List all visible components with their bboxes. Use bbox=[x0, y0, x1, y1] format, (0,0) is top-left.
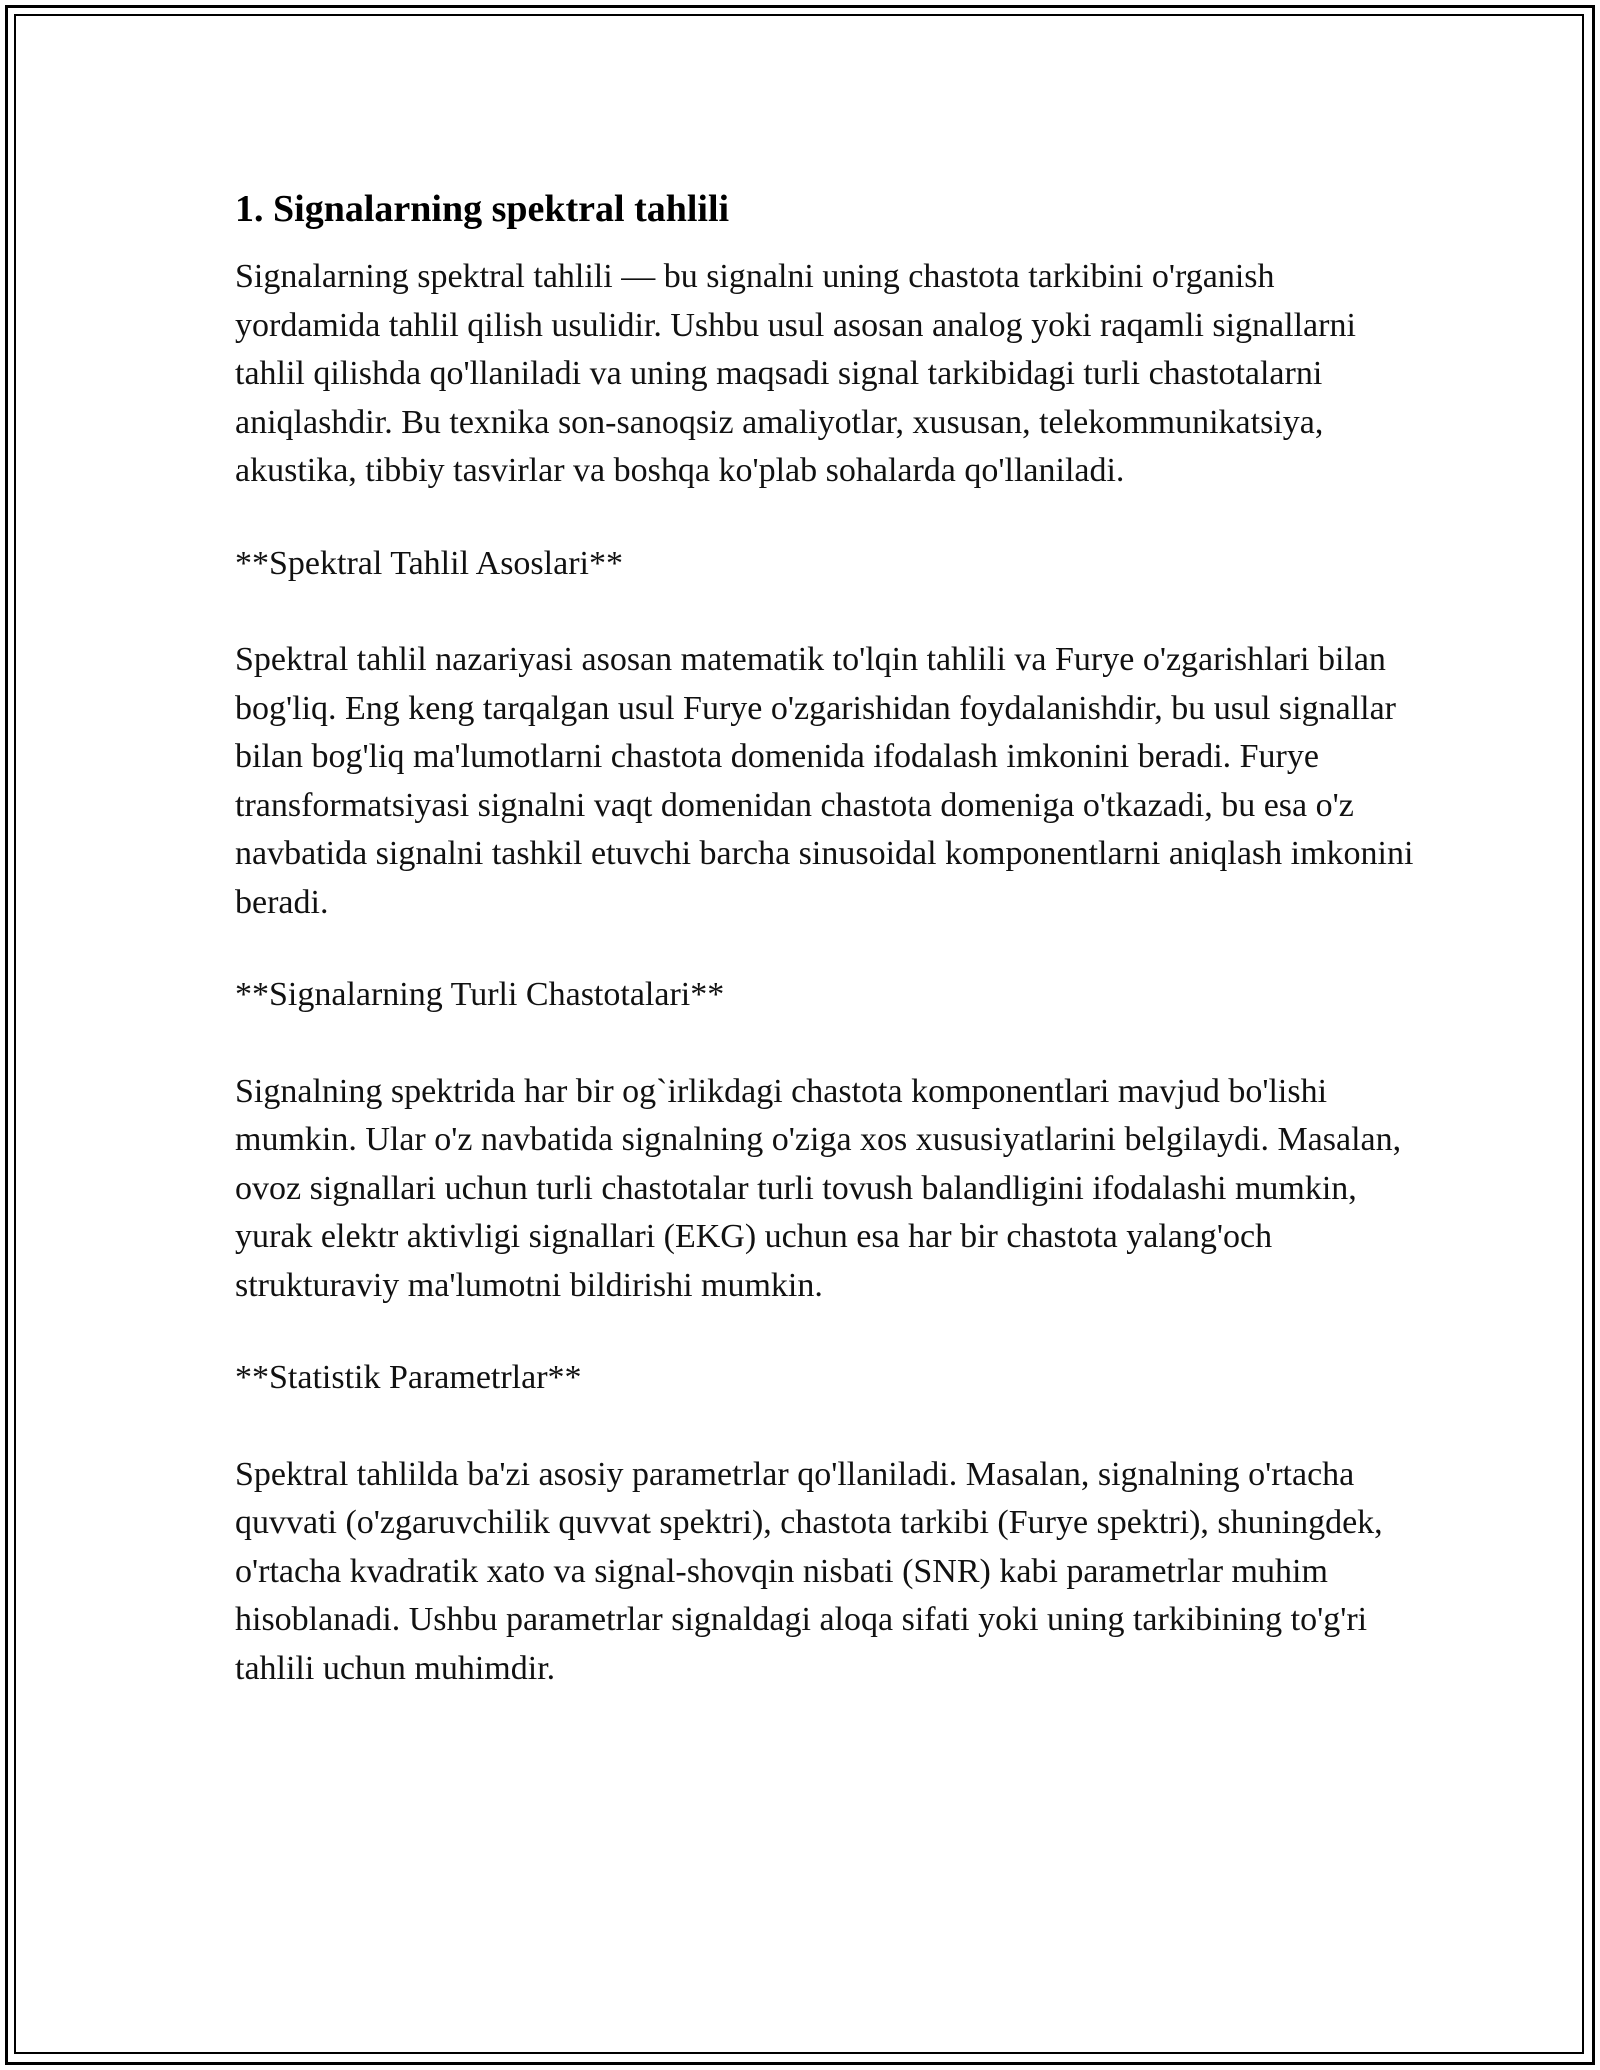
document-title: 1. Signalarning spektral tahlili bbox=[235, 188, 730, 230]
intro-paragraph: Signalarning spektral tahlili — bu signalni uning chastota tarkibini o'rganish yordamida tahlil qilish usulidir. Ushbu usul asosan analog yoki raqamli signallarni tahlil qilishda qo'llaniladi va uning maqsadi signal tarkibidagi turli chastotalarni aniqlashdir. Bu texnika son-sanoqsiz amaliyotlar, xususan, telekommunikatsiya, akustika, tibbiy tasvirlar va boshqa ko'plab sohalarda qo'llaniladi. bbox=[235, 258, 1356, 489]
section-paragraph-frequencies: Signalning spektrida har bir og`irlikdagi chastota komponentlari mavjud bo'lishi mumkin. Ular o'z navbatida signalning o'ziga xos xususiyatlarini belgilaydi. Masalan, ovoz signallari uchun turli chastotalar turli tovush balandligini ifodalashi mumkin, yurak elektr aktivligi signallari (EKG) uchun esa har bir chastota yalang'och strukturaviy ma'lumotni bildirishi mumkin. bbox=[235, 1072, 1402, 1304]
section-heading-frequencies: **Signalarning Turli Chastotalari** bbox=[235, 976, 725, 1013]
section-paragraph-spectral-basics: Spektral tahlil nazariyasi asosan matematik to'lqin tahlili va Furye o'zgarishlari bilan bog'liq. Eng keng tarqalgan usul Furye o'zgarishidan foydalanishdir, bu usul signallar bilan bog'liq ma'lumotlarni chastota domenida ifodalash imkonini beradi. Furye transformatsiyasi signalni vaqt domenidan chastota domeniga o'tkazadi, bu esa o'z navbatida signalni tashkil etuvchi barcha sinusoidal komponentlarni aniqlash imkonini beradi. bbox=[235, 641, 1414, 921]
section-heading-statistical-parameters: **Statistik Parametrlar** bbox=[235, 1359, 582, 1396]
section-paragraph-statistical-parameters: Spektral tahlilda ba'zi asosiy parametrlar qo'llaniladi. Masalan, signalning o'rtacha quvvati (o'zgaruvchilik quvvat spektri), chastota tarkibi (Furye spektri), shuningdek, o'rtacha kvadratik xato va signal-shovqin nisbati (SNR) kabi parametrlar muhim hisoblanadi. Ushbu parametrlar signaldagi aloqa sifati yoki uning tarkibining to'g'ri tahlili uchun muhimdir. bbox=[235, 1455, 1383, 1687]
document-body bbox=[235, 185, 1415, 1693]
section-heading-spectral-basics: **Spektral Tahlil Asoslari** bbox=[235, 544, 623, 582]
